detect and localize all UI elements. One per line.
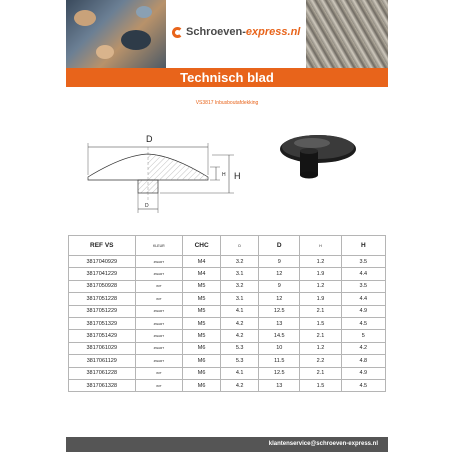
table-cell: 1.9 (300, 268, 341, 280)
table-cell: 3817061129 (69, 355, 136, 367)
table-cell: 9 (259, 280, 300, 292)
table-cell: WIT (135, 367, 183, 379)
table-cell: M5 (183, 305, 221, 317)
table-row (69, 280, 386, 292)
table-cell: 3.2 (221, 280, 259, 292)
table-row (69, 256, 386, 268)
table-row (69, 293, 386, 305)
table-cell: M6 (183, 355, 221, 367)
table-cell: 12.5 (259, 305, 300, 317)
table-cell: 12 (259, 293, 300, 305)
table-cell: 5.3 (221, 355, 259, 367)
logo-text: Schroeven-express.nl (186, 26, 301, 38)
table-cell: ZWART (135, 342, 183, 354)
table-cell: 4.5 (341, 379, 385, 391)
table-cell: 4.2 (341, 342, 385, 354)
table-cell: 3817050928 (69, 280, 136, 292)
table-cell: 3817051229 (69, 305, 136, 317)
table-cell: 2.1 (300, 367, 341, 379)
table-cell: 3817051429 (69, 330, 136, 342)
table-cell: 9 (259, 256, 300, 268)
brand-logo[interactable] (166, 0, 306, 68)
table-row (69, 317, 386, 329)
table-cell: 1.9 (300, 293, 341, 305)
table-cell: M5 (183, 280, 221, 292)
table-cell: 1.2 (300, 342, 341, 354)
screws-photo (306, 0, 388, 68)
table-cell: 4.2 (221, 379, 259, 391)
dim-label-D-upper: D (146, 134, 153, 144)
table-row (69, 367, 386, 379)
product-subtitle: VS3817 Inbusboutafdekking (195, 100, 259, 106)
table-cell: 3817040929 (69, 256, 136, 268)
col-d-large: D (259, 236, 300, 256)
table-cell: M4 (183, 268, 221, 280)
table-cell: WIT (135, 280, 183, 292)
cap-profile-drawing (88, 143, 234, 213)
table-cell: 13 (259, 379, 300, 391)
table-cell: 1.5 (300, 317, 341, 329)
col-h-large: H (341, 236, 385, 256)
col-d-small: D (221, 236, 259, 256)
table-cell: ZWART (135, 305, 183, 317)
table-cell: 4.9 (341, 305, 385, 317)
table-cell: 3.1 (221, 268, 259, 280)
footer-email-link[interactable]: klantenservice@schroeven-express.nl (268, 441, 378, 447)
table-cell: 5 (341, 330, 385, 342)
table-cell: M5 (183, 330, 221, 342)
table-cell: 2.1 (300, 305, 341, 317)
table-cell: 3.5 (341, 280, 385, 292)
table-cell: 4.2 (221, 317, 259, 329)
table-cell: 5.3 (221, 342, 259, 354)
table-cell: ZWART (135, 317, 183, 329)
table-cell: 4.9 (341, 367, 385, 379)
logo-mark-icon (172, 27, 183, 38)
col-chc: CHC (183, 236, 221, 256)
table-header-row (69, 236, 386, 256)
table-cell: 3.5 (341, 256, 385, 268)
col-kleur: KLEUR (135, 236, 183, 256)
table-cell: 12.5 (259, 367, 300, 379)
table-cell: 3817051329 (69, 317, 136, 329)
tools-photo (66, 0, 166, 68)
table-cell: ZWART (135, 330, 183, 342)
product-render (280, 135, 356, 179)
spec-table-body (69, 256, 386, 392)
table-cell: M5 (183, 293, 221, 305)
col-h-small: H (300, 236, 341, 256)
table-cell: 1.2 (300, 280, 341, 292)
spec-table (68, 235, 386, 392)
table-cell: 4.2 (221, 330, 259, 342)
dim-label-d-lower: D (145, 203, 149, 209)
table-cell: 2.2 (300, 355, 341, 367)
table-row (69, 330, 386, 342)
table-cell: M6 (183, 342, 221, 354)
table-cell: 3817061328 (69, 379, 136, 391)
table-row (69, 342, 386, 354)
table-cell: 1.5 (300, 379, 341, 391)
table-cell: M6 (183, 367, 221, 379)
table-cell: 1.2 (300, 256, 341, 268)
table-row (69, 355, 386, 367)
table-cell: 14.5 (259, 330, 300, 342)
table-cell: 12 (259, 268, 300, 280)
table-cell: 4.4 (341, 293, 385, 305)
table-cell: 11.5 (259, 355, 300, 367)
table-cell: 3.2 (221, 256, 259, 268)
col-ref-vs: REF VS (69, 236, 136, 256)
table-cell: 3817051228 (69, 293, 136, 305)
table-cell: 4.5 (341, 317, 385, 329)
table-cell: M6 (183, 379, 221, 391)
table-cell: 3817061228 (69, 367, 136, 379)
table-cell: 2.1 (300, 330, 341, 342)
table-row (69, 268, 386, 280)
table-row (69, 305, 386, 317)
page-title: Technisch blad (66, 68, 388, 87)
technical-sheet-page (66, 0, 388, 452)
footer-bar (66, 437, 388, 452)
table-cell: 4.8 (341, 355, 385, 367)
table-cell: 4.1 (221, 367, 259, 379)
table-row (69, 379, 386, 391)
table-cell: ZWART (135, 256, 183, 268)
table-cell: WIT (135, 293, 183, 305)
table-cell: M5 (183, 317, 221, 329)
table-cell: 13 (259, 317, 300, 329)
table-cell: ZWART (135, 268, 183, 280)
table-cell: WIT (135, 379, 183, 391)
technical-drawing (84, 125, 374, 225)
dim-label-H-upper: H (234, 171, 241, 181)
table-cell: 10 (259, 342, 300, 354)
table-cell: 3817061029 (69, 342, 136, 354)
header-banner (66, 0, 388, 68)
table-cell: 4.1 (221, 305, 259, 317)
table-cell: ZWART (135, 355, 183, 367)
dim-label-h-lower: H (222, 172, 226, 178)
table-cell: M4 (183, 256, 221, 268)
table-cell: 3817041229 (69, 268, 136, 280)
table-cell: 3.1 (221, 293, 259, 305)
table-cell: 4.4 (341, 268, 385, 280)
